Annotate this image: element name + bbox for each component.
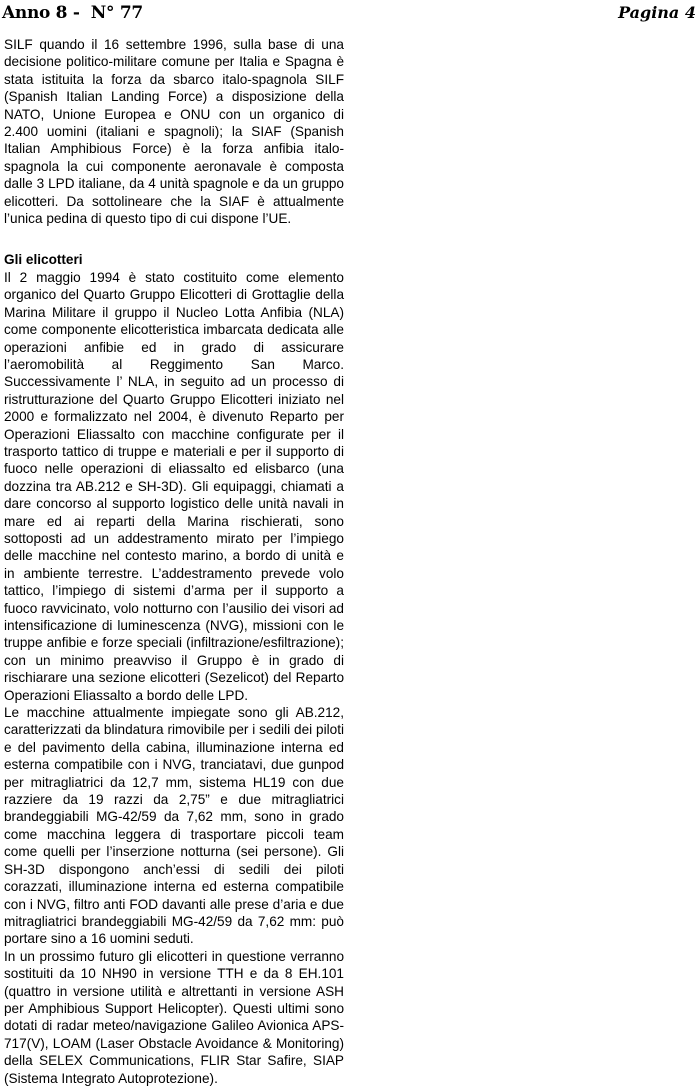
intro-paragraph: SILF quando il 16 settembre 1996, sulla base di una decisione politico-militare comune per Italia e Spagna è stata istituita la forza da sbarco italo-spagnola SILF (Spanish Italian Landing Force) a disposizione della NATO, Unione Europea e ONU con un organico di 2.400 uomini (italiani e spagnoli); la SIAF (Spanish Italian Amphibious Force) è la forza anfibia italo-spagnola la cui componente aeronavale è composta dalle 3 LPD italiane, da 4 unità spagnole e da un gruppo elicotteri. Da sottolineare che la SIAF è attualmente l’unica pedina di questo tipo di cui dispone l’UE.	[4, 37, 344, 227]
section-heading: Gli elicotteri	[4, 252, 83, 268]
issue-number: Anno 8 - N° 77	[2, 3, 143, 23]
article-column	[4, 36, 344, 1087]
page-number: Pagina 4	[618, 3, 696, 22]
body-paragraph-1: Il 2 maggio 1994 è stato costituito come elemento organico del Quarto Gruppo Elicotteri di Grottaglie della Marina Militare il gruppo il Nucleo Lotta Anfibia (NLA) come componente elicotteristica imbarcata dedicata alle operazioni anfibie ed in grado di assicurare l’aeromobilità al Reggimento San Marco. Successivamente l’ NLA, in seguito ad un processo di ristrutturazione del Quarto Gruppo Elicotteri iniziato nel 2000 e formalizzato nel 2004, è divenuto Reparto per Operazioni Eliassalto con macchine configurate per il trasporto tattico di truppe e materiali e per il supporto di fuoco nelle operazioni di eliassalto ed elisbarco (una dozzina tra AB.212 e SH-3D). Gli equipaggi, chiamati a dare concorso al supporto logistico delle unità navali in mare ed ai reparti della Marina rischierati, sono sottoposti ad un addestramento mirato per l’impiego delle macchine nel contesto marino, a bordo di unità e in ambiente terrestre. L’addestramento prevede volo tattico, l’impiego di sistemi d’arma per il supporto a fuoco ravvicinato, volo notturno con l’ausilio dei visori ad intensificazione di luminescenza (NVG), missioni con le truppe anfibie e forze speciali (infiltrazione/esfiltrazione); con un minimo preavviso il Gruppo è in grado di rischiarare una sezione elicotteri (Sezelicot) del Reparto Operazioni Eliassalto a bordo delle LPD.	[4, 269, 344, 703]
body-paragraph-3: In un prossimo futuro gli elicotteri in questione verranno sostituiti da 10 NH90 in versione TTH e da 8 EH.101 (quattro in versione utilità e altrettanti in versione ASH per Amphibious Support Helicopter). Questi ultimi sono dotati di radar meteo/navigazione Galileo Avionica APS-717(V), LOAM (Laser Obstacle Avoidance & Monitoring) della SELEX Communications, FLIR Star Safire, SIAP (Sistema Integrato Autoprotezione).	[4, 948, 344, 1086]
body-paragraph-2: Le macchine attualmente impiegate sono gli AB.212, caratterizzati da blindatura rimovibile per i sedili dei piloti e del pavimento della cabina, illuminazione interna ed esterna compatibile con i NVG, tranciatavi, due gunpod per mitragliatrici da 12,7 mm, sistema HL19 con due razziere da 19 razzi da 2,75” e due mitragliatrici brandeggiabili MG-42/59 da 7,62 mm, sono in grado come macchina leggera di trasportare piccoli team come quelli per l’inserzione notturna (sei persone). Gli SH-3D dispongono anch’essi di sedili dei piloti corazzati, illuminazione interna ed esterna compatibile con i NVG, filtro anti FOD davanti alle prese d’aria e due mitragliatrici brandeggiabili MG-42/59 da 7,62 mm: può portare sino a 16 uomini seduti.	[4, 705, 344, 947]
